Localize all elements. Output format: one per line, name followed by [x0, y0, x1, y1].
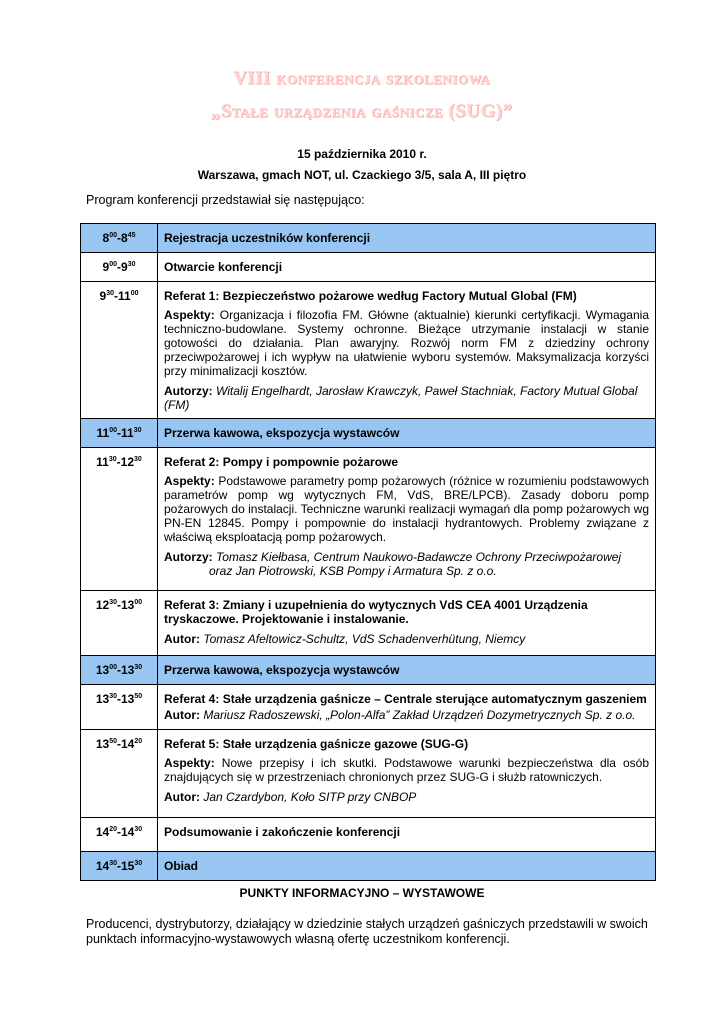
session-title: Otwarcie konferencji	[164, 260, 283, 274]
session-title: Obiad	[164, 859, 199, 873]
time-cell: $13^{00}-13^{30}$	[81, 656, 158, 685]
session-title: Przerwa kawowa, ekspozycja wystawców	[164, 663, 400, 677]
session-title: Referat 3: Zmiany i uzupełnienia do wytycznych VdS CEA 4001 Urządzenia tryskaczowe. Projektowanie i instalowanie.	[164, 598, 588, 626]
session-cell	[158, 656, 656, 685]
session-authors: Autor: Mariusz Radoszewski, „Polon-Alfa” Zakład Urządzeń Dozymetrycznych Sp. z o.o.	[164, 708, 636, 722]
session-aspects: Aspekty: Organizacja i filozofia FM. Główne (aktualnie) kierunki certyfikacji. Wymagania techniczno-budowlane. Systemy ochronne. Bieżące utrzymanie instalacji w stanie gotowości do działania. Plan awaryjny. Rozwój norm FM z dziedziny ochrony przeciwpożarowej i ich wypływ na ułatwienie wyboru systemów. Maksymalizacja korzyści przy minimalizacji kosztów.	[164, 308, 649, 378]
session-authors: Autorzy: Witalij Engelhardt, Jarosław Krawczyk, Paweł Stachniak, Factory Mutual Global (FM)	[164, 384, 638, 412]
session-title: Podsumowanie i zakończenie konferencji	[164, 825, 401, 839]
conference-location: Warszawa, gmach NOT, ul. Czackiego 3/5, sala A, III piętro	[197, 168, 527, 182]
time-cell: $9^{00}-9^{30}$	[81, 253, 158, 282]
table-row	[81, 852, 656, 881]
session-authors: Autorzy: Tomasz Kiełbasa, Centrum Naukowo-Badawcze Ochrony Przeciwpożarowej	[164, 550, 622, 564]
table-row	[81, 253, 656, 282]
table-row	[81, 224, 656, 253]
session-cell	[158, 253, 656, 282]
session-cell	[158, 685, 656, 730]
session-cell	[158, 818, 656, 852]
session-title: Referat 5: Stałe urządzenia gaśnicze gazowe (SUG-G)	[164, 737, 469, 751]
program-table	[80, 223, 656, 881]
table-row	[81, 282, 656, 419]
session-aspects: Aspekty: Nowe przepisy i ich skutki. Podstawowe warunki bezpieczeństwa dla osób znajdujących się w przestrzeniach chronionych przez SUG-G i służb ratowniczych.	[164, 756, 649, 784]
session-aspects: Aspekty: Podstawowe parametry pomp pożarowych (różnice w rozumieniu podstawowych parametrów pomp wg wytycznych FM, VdS, BRE/LPCB). Zasady doboru pomp pożarowych do instalacji. Techniczne warunki realizacji wymagań dla pomp pożarowych wg PN-EN 12845. Pompy i pompownie do instalacji hydrantowych. Problemy związane z właściwą eksploatacją pomp pożarowych.	[164, 474, 649, 544]
table-row	[81, 419, 656, 448]
session-authors: Autor: Tomasz Afeltowicz-Schultz, VdS Schadenverhütung, Niemcy	[164, 632, 526, 646]
time-cell: $13^{30}-13^{50}$	[81, 685, 158, 730]
table-row	[81, 656, 656, 685]
time-cell: $11^{00}-11^{30}$	[81, 419, 158, 448]
session-cell	[158, 448, 656, 591]
table-row	[81, 685, 656, 730]
closing-paragraph: Producenci, dystrybutorzy, działający w dziedzinie stałych urządzeń gaśniczych przedstawili w swoich punktach informacyjno-wystawowych własną ofertę uczestnikom konferencji.	[86, 917, 648, 946]
conference-title-line1: VIII konferencja szkoleniowa	[233, 68, 491, 89]
session-title: Rejestracja uczestników konferencji	[164, 231, 371, 245]
session-cell	[158, 591, 656, 656]
conference-title-line2: „Stałe urządzenia gaśnicze (SUG)”	[211, 101, 513, 122]
session-cell	[158, 282, 656, 419]
time-cell: $11^{30}-12^{30}$	[81, 448, 158, 591]
session-cell	[158, 730, 656, 818]
table-row	[81, 591, 656, 656]
time-cell: $9^{30}-11^{00}$	[81, 282, 158, 419]
conference-date: 15 października 2010 r.	[297, 147, 427, 161]
section-heading: PUNKTY INFORMACYJNO – WYSTAWOWE	[239, 886, 485, 900]
program-intro: Program konferencji przedstawiał się następująco:	[86, 193, 365, 207]
time-cell: $12^{30}-13^{00}$	[81, 591, 158, 656]
session-title: Referat 4: Stałe urządzenia gaśnicze – Centrale sterujące automatycznym gaszeniem	[164, 692, 647, 706]
session-authors-continued: oraz Jan Piotrowski, KSB Pompy i Armatura Sp. z o.o.	[209, 564, 497, 578]
table-row	[81, 448, 656, 591]
table-row	[81, 818, 656, 852]
session-cell	[158, 419, 656, 448]
time-cell: $14^{30}-15^{30}$	[81, 852, 158, 881]
session-title: Referat 2: Pompy i pompownie pożarowe	[164, 455, 399, 469]
time-cell: $8^{00}-8^{45}$	[81, 224, 158, 253]
session-cell	[158, 852, 656, 881]
session-title: Referat 1: Bezpieczeństwo pożarowe według Factory Mutual Global (FM)	[164, 289, 577, 303]
session-cell	[158, 224, 656, 253]
time-cell: $13^{50}-14^{20}$	[81, 730, 158, 818]
session-title: Przerwa kawowa, ekspozycja wystawców	[164, 426, 400, 440]
session-authors: Autor: Jan Czardybon, Koło SITP przy CNBOP	[164, 790, 417, 804]
table-row	[81, 730, 656, 818]
time-cell: $14^{20}-14^{30}$	[81, 818, 158, 852]
